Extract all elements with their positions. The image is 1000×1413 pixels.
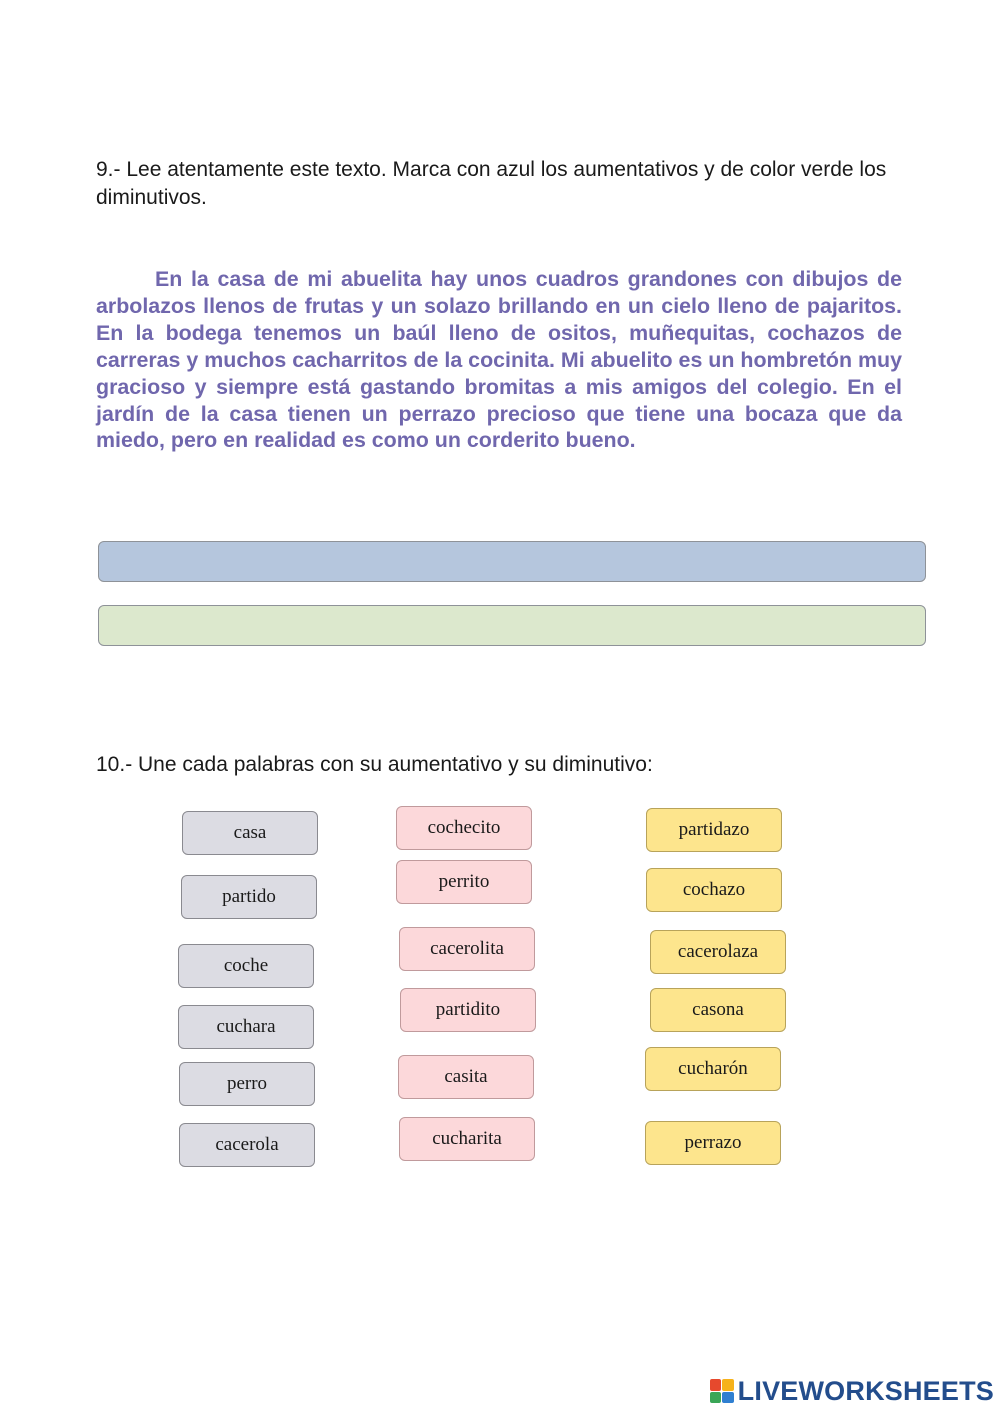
diminutives-answer-field[interactable] [98,605,926,646]
liveworksheets-logo-icon [710,1379,734,1403]
reading-passage: En la casa de mi abuelita hay unos cuadros grandones con dibujos de arbolazos llenos de frutas y un solazo brillando en un cielo lleno de pajaritos. En la bodega tenemos un baúl lleno de ositos, muñequitas, cochazos de carreras y muchos cacharritos de la cocinita. Mi abuelito es un hombretón muy gracioso y siempre está gastando bromitas a mis amigos del colegio. En el jardín de la casa tienen un perrazo precioso que tiene una bocaza que da miedo, pero en realidad es como un corderito bueno. [96,267,902,453]
diminutive-chip-perrito[interactable]: perrito [396,860,532,904]
diminutive-chip-casita[interactable]: casita [398,1055,534,1099]
augmentative-chip-partidazo[interactable]: partidazo [646,808,782,852]
liveworksheets-logo [710,1375,994,1407]
word-chip-partido[interactable]: partido [181,875,317,919]
word-chip-coche[interactable]: coche [178,944,314,988]
logo-text: LIVEWORKSHEETS [737,1375,994,1406]
diminutive-chip-partidito[interactable]: partidito [400,988,536,1032]
diminutive-chip-cucharita[interactable]: cucharita [399,1117,535,1161]
augmentative-chip-cacerolaza[interactable]: cacerolaza [650,930,786,974]
word-chip-cuchara[interactable]: cuchara [178,1005,314,1049]
diminutive-chip-cochecito[interactable]: cochecito [396,806,532,850]
word-chip-cacerola[interactable]: cacerola [179,1123,315,1167]
augmentative-chip-cochazo[interactable]: cochazo [646,868,782,912]
word-chip-perro[interactable]: perro [179,1062,315,1106]
question-9-prompt: 9.- Lee atentamente este texto. Marca con azul los aumentativos y de color verde los diminutivos. [96,158,887,209]
augmentative-chip-casona[interactable]: casona [650,988,786,1032]
augmentative-chip-perrazo[interactable]: perrazo [645,1121,781,1165]
augmentatives-answer-field[interactable] [98,541,926,582]
diminutive-chip-cacerolita[interactable]: cacerolita [399,927,535,971]
question-10-prompt: 10.- Une cada palabras con su aumentativo y su diminutivo: [96,753,653,776]
word-chip-casa[interactable]: casa [182,811,318,855]
augmentative-chip-cucharon[interactable]: cucharón [645,1047,781,1091]
